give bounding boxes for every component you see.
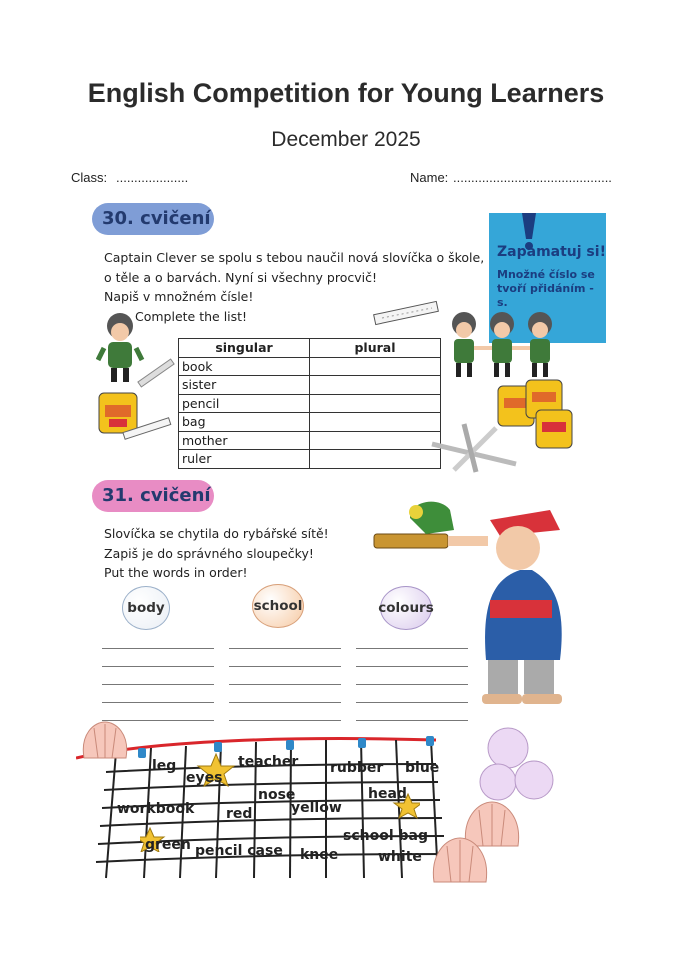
page-title: English Competition for Young Learners bbox=[87, 78, 605, 108]
net-word: green bbox=[145, 837, 191, 853]
name-label: Name: bbox=[410, 170, 449, 185]
net-word: head bbox=[368, 786, 407, 802]
plural-answer-cell[interactable] bbox=[310, 413, 441, 432]
school-answer-lines[interactable] bbox=[229, 648, 341, 721]
net-word: workbook bbox=[117, 801, 195, 817]
tip-text: Množné číslo se tvoří přidáním -s. bbox=[497, 268, 595, 309]
net-word: nose bbox=[258, 787, 296, 803]
instruction-line: Captain Clever se spolu s tebou naučil nová slovíčka o škole, bbox=[104, 250, 485, 265]
plural-answer-cell[interactable] bbox=[310, 431, 441, 450]
net-word: leg bbox=[152, 758, 177, 774]
plural-answer-cell[interactable] bbox=[310, 376, 441, 395]
plural-answer-cell[interactable] bbox=[310, 450, 441, 469]
net-word: eyes bbox=[186, 770, 223, 786]
child-illustration bbox=[96, 308, 186, 388]
singular-cell: book bbox=[179, 357, 310, 376]
pencils-illustration bbox=[424, 420, 520, 476]
table-row bbox=[179, 413, 441, 432]
instruction-line: o těle a o barvách. Nyní si všechny procvič! bbox=[104, 269, 377, 285]
net-word: blue bbox=[405, 760, 440, 776]
instruction-line: Put the words in order! bbox=[104, 565, 248, 580]
net-word: teacher bbox=[238, 754, 299, 770]
singular-cell: bag bbox=[179, 413, 310, 432]
singular-cell: ruler bbox=[179, 450, 310, 469]
plural-answer-cell[interactable] bbox=[310, 357, 441, 376]
instruction-line: Napiš v množném čísle! bbox=[104, 289, 254, 304]
net-word: red bbox=[226, 806, 253, 822]
schoolbag-illustration bbox=[95, 385, 175, 455]
table-row bbox=[179, 376, 441, 395]
children-group-illustration bbox=[442, 308, 562, 384]
class-field[interactable]: .................... bbox=[116, 170, 189, 185]
class-label: Class: bbox=[71, 170, 108, 185]
net-word: white bbox=[378, 849, 422, 865]
body-answer-lines[interactable] bbox=[102, 648, 214, 721]
exercise-30-badge: 30. cvičení bbox=[92, 203, 214, 235]
net-word: knee bbox=[300, 847, 339, 863]
category-colours: colours bbox=[380, 586, 432, 630]
plural-answer-cell[interactable] bbox=[310, 394, 441, 413]
exercise-31-instructions bbox=[104, 524, 329, 583]
table-header-plural: plural bbox=[310, 339, 441, 358]
shell-icon bbox=[430, 836, 490, 886]
net-word: school bag bbox=[343, 828, 428, 844]
name-field[interactable]: ............................................ bbox=[453, 170, 612, 185]
singular-cell: pencil bbox=[179, 394, 310, 413]
net-word: rubber bbox=[330, 760, 384, 776]
table-row bbox=[179, 357, 441, 376]
singular-cell: sister bbox=[179, 376, 310, 395]
table-row bbox=[179, 394, 441, 413]
instruction-line: Zapiš je do správného sloupečky! bbox=[104, 545, 314, 561]
net-word: yellow bbox=[291, 800, 342, 816]
pirate-illustration bbox=[370, 490, 585, 715]
net-word: pencil case bbox=[195, 843, 283, 859]
tip-title: Zapamatuj si! bbox=[497, 244, 606, 260]
instruction-line: Complete the list! bbox=[135, 308, 248, 324]
instruction-line: Slovíčka se chytila do rybářské sítě! bbox=[104, 526, 329, 541]
pearls-icon bbox=[478, 726, 568, 806]
category-body: body bbox=[122, 586, 170, 630]
page-date: December 2025 bbox=[271, 128, 421, 151]
plural-table bbox=[178, 338, 441, 469]
table-row bbox=[179, 431, 441, 450]
singular-cell: mother bbox=[179, 431, 310, 450]
exercise-31-badge: 31. cvičení bbox=[92, 480, 214, 512]
table-row bbox=[179, 450, 441, 469]
ruler-illustration bbox=[372, 300, 442, 330]
shell-icon bbox=[80, 720, 130, 762]
category-school: school bbox=[252, 584, 304, 628]
table-header-singular: singular bbox=[179, 339, 310, 358]
